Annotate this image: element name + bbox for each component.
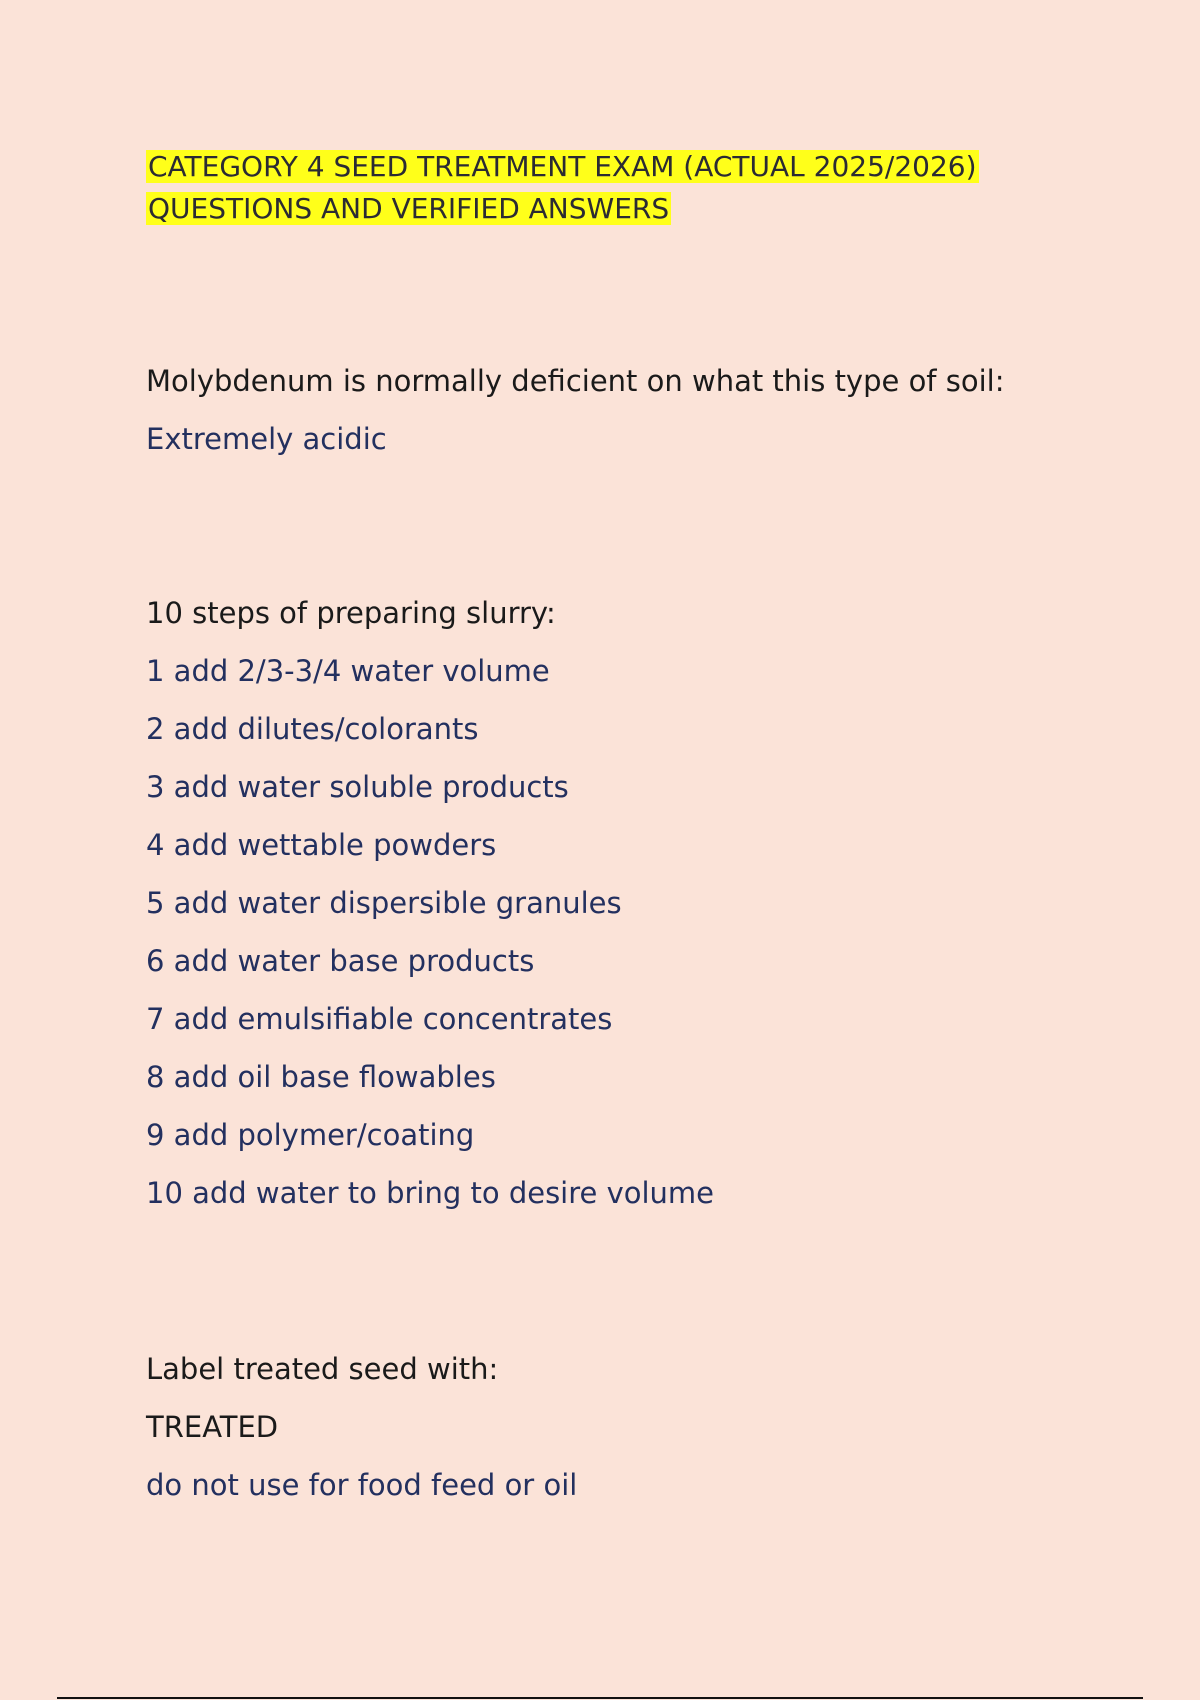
answer-step: 3 add water soluble products — [146, 770, 569, 804]
title-line-1: CATEGORY 4 SEED TREATMENT EXAM (ACTUAL 2025/2026) — [148, 150, 977, 183]
answer-step: 6 add water base products — [146, 944, 535, 978]
answer-text: Extremely acidic — [146, 422, 387, 456]
answer-step: 10 add water to bring to desire volume — [146, 1176, 715, 1210]
answer-step: 5 add water dispersible granules — [146, 886, 622, 920]
answer-step: 8 add oil base flowables — [146, 1060, 496, 1094]
label-word: TREATED — [146, 1410, 279, 1444]
answer-step: 7 add emulsifiable concentrates — [146, 1002, 613, 1036]
qa-item-label-treated-seed — [146, 1340, 1096, 1514]
page-divider — [57, 1697, 1143, 1699]
question-text: Label treated seed with: — [146, 1352, 499, 1386]
qa-item-slurry-steps — [146, 584, 1096, 1222]
document-title — [146, 146, 1046, 230]
answer-step: 2 add dilutes/colorants — [146, 712, 479, 746]
question-text: Molybdenum is normally deficient on what this type of soil: — [146, 364, 1005, 398]
answer-step: 9 add polymer/coating — [146, 1118, 475, 1152]
answer-step: 1 add 2/3-3/4 water volume — [146, 654, 550, 688]
qa-item-molybdenum — [146, 352, 1096, 468]
title-line-2: QUESTIONS AND VERIFIED ANSWERS — [148, 192, 670, 225]
answer-text: do not use for food feed or oil — [146, 1468, 578, 1502]
question-text: 10 steps of preparing slurry: — [146, 596, 556, 630]
answer-step: 4 add wettable powders — [146, 828, 497, 862]
